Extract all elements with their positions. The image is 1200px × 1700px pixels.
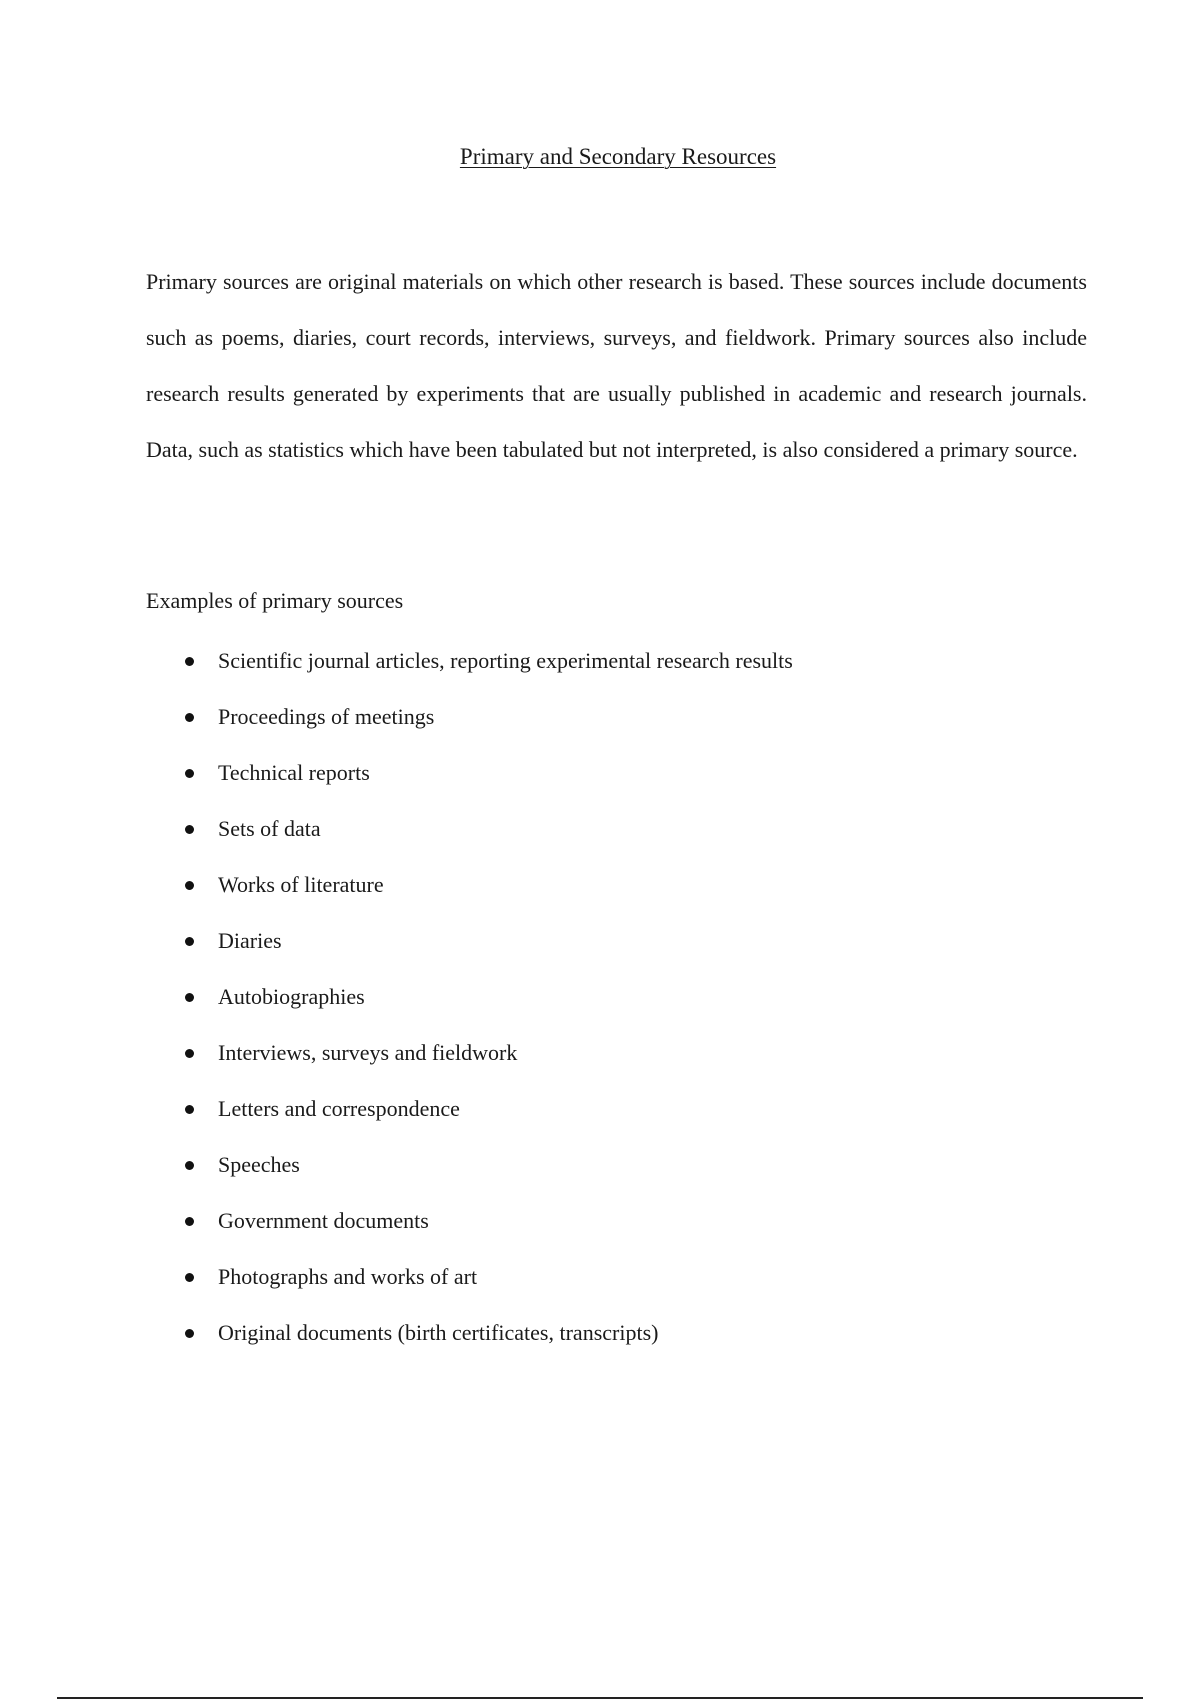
list-item: [146, 1150, 1046, 1206]
bullet-icon: [185, 1105, 194, 1114]
list-item-label: Interviews, surveys and fieldwork: [218, 1040, 518, 1065]
bullet-icon: [185, 657, 194, 666]
list-item-label: Sets of data: [218, 816, 321, 841]
bullet-icon: [185, 1161, 194, 1170]
footer-divider: [57, 1697, 1143, 1699]
primary-sources-list: [146, 646, 1046, 1374]
list-item: [146, 982, 1046, 1038]
page-title: Primary and Secondary Resources: [459, 144, 777, 169]
list-item: [146, 758, 1046, 814]
bullet-icon: [185, 713, 194, 722]
list-item-label: Diaries: [218, 928, 282, 953]
list-item: [146, 1094, 1046, 1150]
list-item-label: Proceedings of meetings: [218, 704, 435, 729]
bullet-icon: [185, 1049, 194, 1058]
list-item-label: Government documents: [218, 1208, 429, 1233]
bullet-icon: [185, 1217, 194, 1226]
list-item: [146, 814, 1046, 870]
list-item-label: Photographs and works of art: [218, 1264, 478, 1289]
list-item-label: Speeches: [218, 1152, 300, 1177]
list-item-label: Technical reports: [218, 760, 370, 785]
list-item-label: Original documents (birth certificates, transcripts): [218, 1320, 659, 1345]
bullet-icon: [185, 825, 194, 834]
bullet-icon: [185, 1273, 194, 1282]
list-item: [146, 1262, 1046, 1318]
list-item: [146, 1038, 1046, 1094]
bullet-icon: [185, 1329, 194, 1338]
intro-paragraph: Primary sources are original materials on which other research is based. These sources include documents such as poems, diaries, court records, interviews, surveys, and fieldwork. Primary sources also include research results generated by experiments that are usually published in academic and research journals. Data, such as statistics which have been tabulated but not interpreted, is also considered a primary source.: [146, 269, 1087, 462]
list-heading: Examples of primary sources: [146, 588, 404, 613]
bullet-icon: [185, 769, 194, 778]
bullet-icon: [185, 993, 194, 1002]
bullet-icon: [185, 881, 194, 890]
list-item: [146, 1206, 1046, 1262]
list-item: [146, 926, 1046, 982]
list-item: [146, 702, 1046, 758]
list-item-label: Scientific journal articles, reporting experimental research results: [218, 648, 793, 673]
list-item-label: Works of literature: [218, 872, 384, 897]
list-item-label: Autobiographies: [218, 984, 365, 1009]
list-item: [146, 646, 1046, 702]
list-item-label: Letters and correspondence: [218, 1096, 460, 1121]
list-item: [146, 1318, 1046, 1374]
list-item: [146, 870, 1046, 926]
bullet-icon: [185, 937, 194, 946]
